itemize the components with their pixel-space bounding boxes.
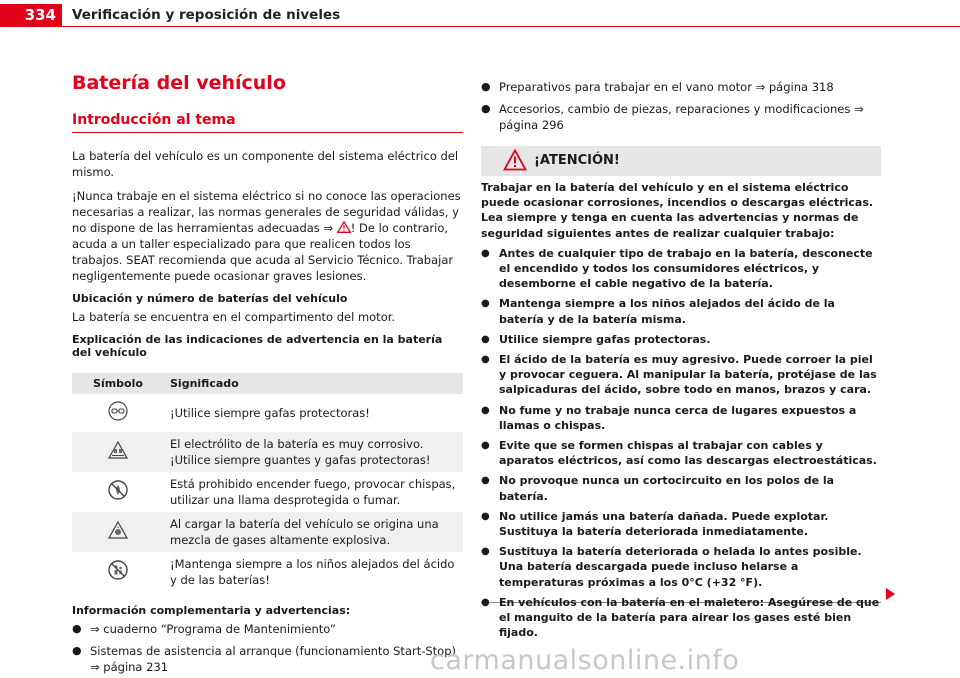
- warning-box: [481, 146, 881, 640]
- warning-paragraph-part-1: ¡Nunca trabaje en el sistema eléctrico si no conoce las operaciones necesarias a realizar, las normas generales de seguridad válidas, y no dispone de las herramientas adecuadas ⇒: [72, 189, 461, 235]
- warning-item: ● El ácido de la batería es muy agresivo. Puede corroer la piel y provocar ceguera. Al manipular la batería, protéjase de las salpicaduras del ácido, sobre todo en manos, brazos y cara.: [481, 352, 881, 398]
- warning-paragraph: [72, 188, 463, 284]
- warning-item: ● Utilice siempre gafas protectoras.: [481, 332, 881, 347]
- table-cell-meaning: Al cargar la batería del vehículo se origina una mezcla de gases altamente explosiva.: [164, 512, 463, 552]
- right-column: [481, 79, 881, 139]
- table-row: [72, 552, 463, 592]
- page-number: 334: [0, 4, 62, 26]
- no-fire-icon: [108, 480, 128, 500]
- warning-item: ● Evite que se formen chispas al trabajar con cables y aparatos eléctricos, así como las descargas electroestáticas.: [481, 438, 881, 468]
- keep-children-away-icon: [108, 560, 128, 580]
- complementary-heading: Información complementaria y advertencias:: [72, 604, 351, 617]
- table-header-meaning: Significado: [164, 373, 463, 394]
- chapter-title: Verificación y reposición de niveles: [72, 7, 341, 23]
- warning-triangle-icon[interactable]: [337, 221, 351, 233]
- symbol-table: [72, 373, 463, 592]
- complementary-list: [72, 621, 463, 675]
- table-cell-meaning: El electrólito de la batería es muy corrosivo. ¡Utilice siempre guantes y gafas protectoras!: [164, 432, 463, 472]
- safety-goggles-icon: [108, 401, 128, 421]
- page-title: Batería del vehículo: [72, 72, 286, 94]
- warning-item: ● Antes de cualquier tipo de trabajo en la batería, desconecte el encendido y todos los consumidores eléctricos, y desemborne el cable negativo de la batería.: [481, 246, 881, 292]
- table-header-row: [72, 373, 463, 394]
- indications-heading: Explicación de las indicaciones de advertencia en la batería del vehículo: [72, 333, 443, 359]
- location-text: La batería se encuentra en el compartimento del motor.: [72, 310, 396, 324]
- list-item[interactable]: ● Preparativos para trabajar en el vano motor ⇒ página 318: [481, 79, 881, 95]
- list-item[interactable]: ● ⇒ cuaderno “Programa de Mantenimiento”: [72, 621, 463, 637]
- warning-item: ● Mantenga siempre a los niños alejados del ácido de la batería y de la batería misma.: [481, 296, 881, 326]
- page-header: [0, 0, 960, 30]
- list-item[interactable]: ● Accesorios, cambio de piezas, reparaciones y modificaciones ⇒ página 296: [481, 101, 881, 133]
- list-item[interactable]: ● Sistemas de asistencia al arranque (funcionamiento Start-Stop) ⇒ página 231: [72, 643, 463, 675]
- warning-item: ● En vehículos con la batería en el maletero: Asegúrese de que el manguito de la batería para airear los gases esté bien fijado.: [481, 595, 881, 641]
- warning-triangle-icon: [503, 149, 527, 171]
- table-row: [72, 472, 463, 512]
- table-row: [72, 394, 463, 432]
- section-heading: Introducción al tema: [72, 112, 463, 133]
- reference-list: [481, 79, 881, 133]
- intro-paragraph: La batería del vehículo es un componente del sistema eléctrico del mismo.: [72, 149, 459, 179]
- warning-intro: Trabajar en la batería del vehículo y en el sistema eléctrico puede ocasionar corrosiones, incendios o descargas eléctricas. Lea siempre y tenga en cuenta las advertencias y normas de seguridad siguientes antes de realizar cualquier trabajo:: [481, 181, 874, 240]
- warning-paragraph-part-2: ! De lo contrario, acuda a un taller especializado para que realicen todos los trabajos. SEAT recomienda que acuda al Servicio Técnico. Trabajar negligentemente puede ocasionar graves lesiones.: [72, 221, 454, 283]
- warning-box-header: [481, 146, 881, 176]
- watermark: carmanualsonline.info: [430, 645, 740, 676]
- corrosive-acid-icon: [108, 441, 128, 459]
- table-header-symbol: Símbolo: [72, 373, 164, 394]
- warning-item: ● No utilice jamás una batería dañada. Puede explotar. Sustituya la batería deteriorada inmediatamente.: [481, 509, 881, 539]
- left-column: [72, 72, 463, 678]
- warning-item: ● Sustituya la batería deteriorada o helada lo antes posible. Una batería descargada puede incluso helarse a temperaturas próximas a los 0°C (+32 °F).: [481, 544, 881, 590]
- table-row: [72, 512, 463, 552]
- warning-title: ¡ATENCIÓN!: [534, 153, 620, 168]
- table-cell-meaning: ¡Mantenga siempre a los niños alejados del ácido y de las baterías!: [170, 557, 455, 587]
- warning-item: ● No provoque nunca un cortocircuito en los polos de la batería.: [481, 473, 881, 503]
- location-heading: Ubicación y número de baterías del vehículo: [72, 292, 348, 305]
- next-page-arrow-icon[interactable]: [886, 588, 895, 600]
- warning-list: [481, 246, 881, 641]
- table-cell-meaning: ¡Utilice siempre gafas protectoras!: [170, 406, 370, 420]
- explosive-gas-icon: [108, 521, 128, 539]
- warning-item: ● No fume y no trabaje nunca cerca de lugares expuestos a llamas o chispas.: [481, 403, 881, 433]
- table-row: [72, 432, 463, 472]
- table-cell-meaning: Está prohibido encender fuego, provocar chispas, utilizar una llama desprotegida o fumar.: [170, 477, 456, 507]
- warning-box-body: [481, 176, 881, 640]
- header-rule: [0, 26, 960, 27]
